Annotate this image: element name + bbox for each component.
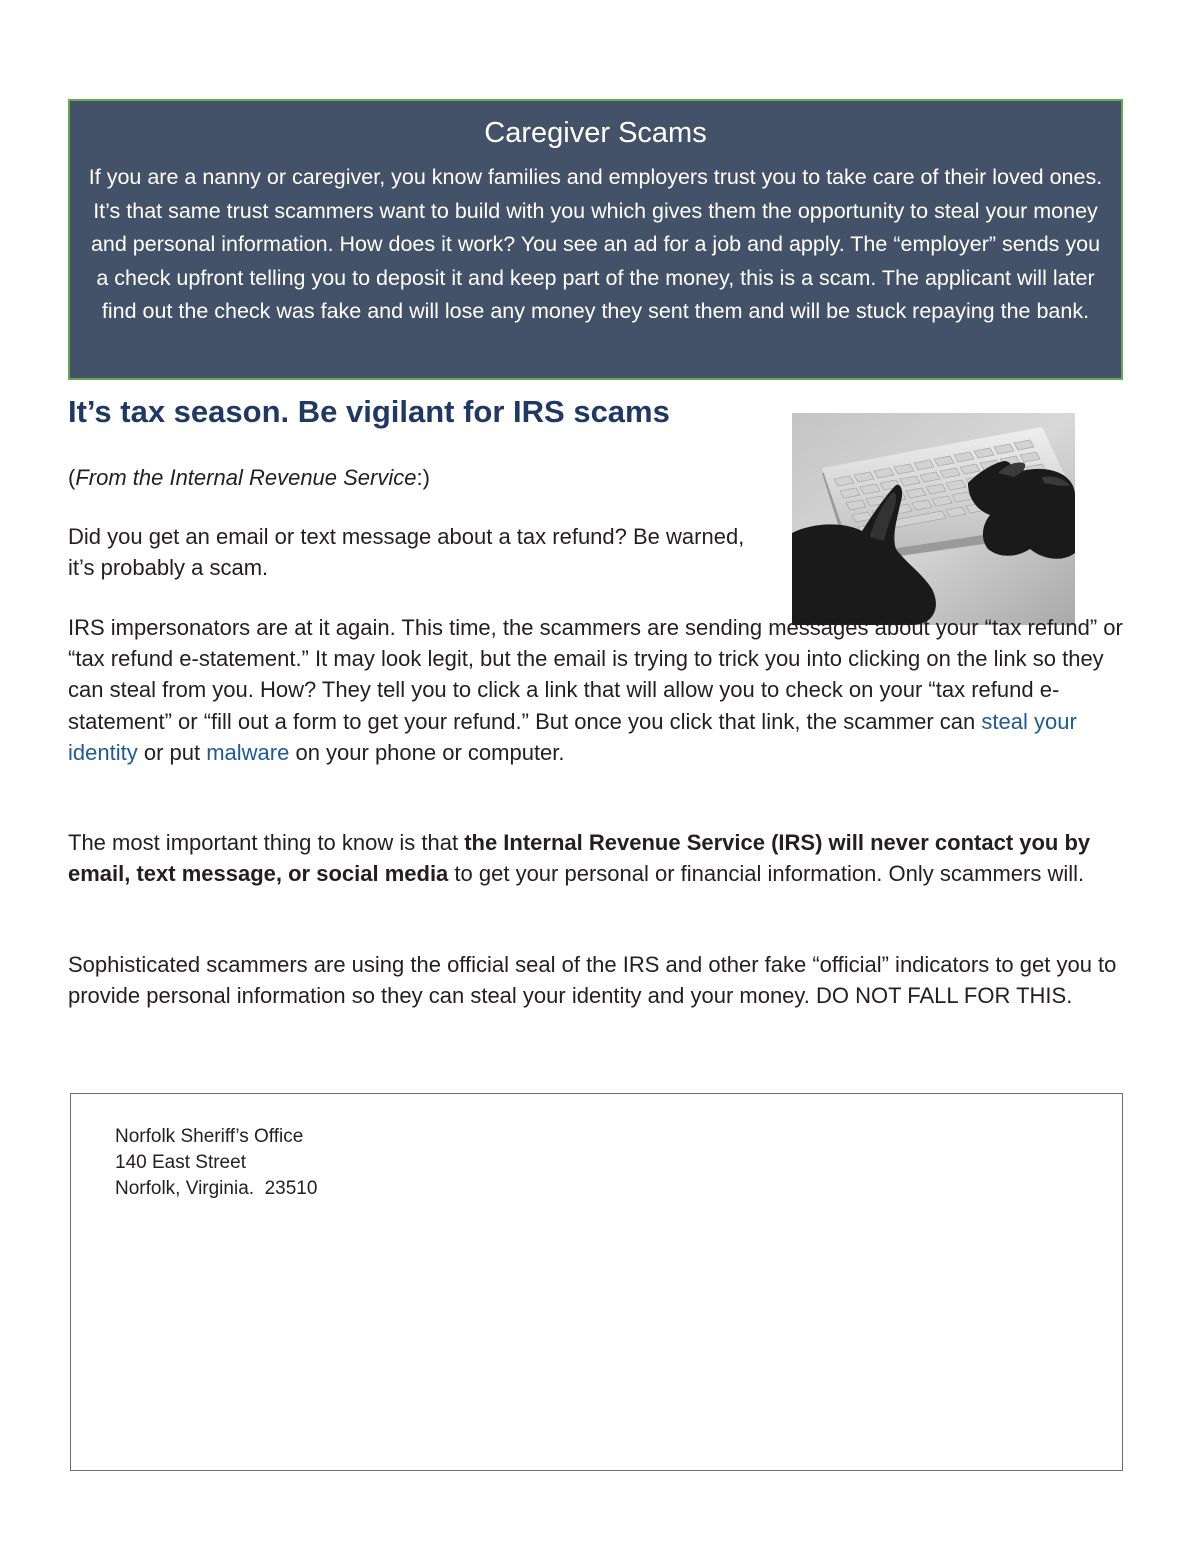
paragraph-irs-text-1: The most important thing to know is that: [68, 830, 465, 855]
address-line-2: 140 East Street: [115, 1152, 246, 1173]
paragraph-impersonators-text-2: or put: [137, 739, 207, 765]
return-address: [115, 1124, 317, 1202]
paragraph-official-seal: Sophisticated scammers are using the official seal of the IRS and other fake “official” indicators to get you to provide personal information so they can steal your identity and your money. DO NOT FALL FOR THIS.: [68, 952, 1117, 1009]
keyboard-photo-illustration: [792, 413, 1075, 625]
article-headline: It’s tax season. Be vigilant for IRS scams: [68, 394, 670, 429]
paragraph-irs-never-contacts: [68, 827, 1128, 889]
hands-typing-on-keyboard-image: [792, 413, 1075, 625]
callout-title: Caregiver Scams: [484, 117, 707, 149]
paragraph-refund-warning: Did you get an email or text message about a tax refund? Be warned, it’s probably a scam.: [68, 524, 745, 581]
mailing-address-box: [70, 1093, 1123, 1471]
paragraph-impersonators: [68, 612, 1128, 768]
source-close: :): [416, 465, 430, 490]
malware-link[interactable]: malware: [206, 739, 290, 765]
article-source: [68, 462, 430, 494]
callout-body: If you are a nanny or caregiver, you know families and employers trust you to take care of their loved ones. It’s that same trust scammers want to build with you which gives them the opportunity to steal your money and personal information. How does it work? You see an ad for a job and apply. The “employer” sends you a check upfront telling you to deposit it and keep part of the money, this is a scam. The applicant will later find out the check was fake and will lose any money they sent them and will be stuck repaying the bank.: [88, 165, 1103, 324]
source-name: From the Internal Revenue Service: [75, 465, 417, 490]
steal-your-identity-link[interactable]: steal your identity: [68, 708, 1077, 765]
source-open-paren: (: [68, 465, 76, 490]
address-line-1: Norfolk Sheriff’s Office: [115, 1126, 304, 1147]
caregiver-scams-callout: [68, 99, 1123, 380]
paragraph-irs-text-2: to get your personal or financial information. Only scammers will.: [448, 861, 1085, 887]
paragraph-impersonators-text-1: IRS impersonators are at it again. This time, the scammers are sending messages about your “tax refund” or “tax refund e-statement.” It may look legit, but the email is trying to trick you into clicking on the link so they can steal from you. How? They tell you to click a link that will allow you to check on your “tax refund e-statement” or “fill out a form to get your refund.” But once you click that link, the scammer can: [68, 615, 1123, 734]
paragraph-impersonators-text-3: on your phone or computer.: [289, 739, 565, 765]
paragraph-irs-bold: the Internal Revenue Service (IRS) will never contact you by email, text message, or social media: [68, 830, 1091, 887]
address-line-3: Norfolk, Virginia. 23510: [115, 1178, 318, 1199]
